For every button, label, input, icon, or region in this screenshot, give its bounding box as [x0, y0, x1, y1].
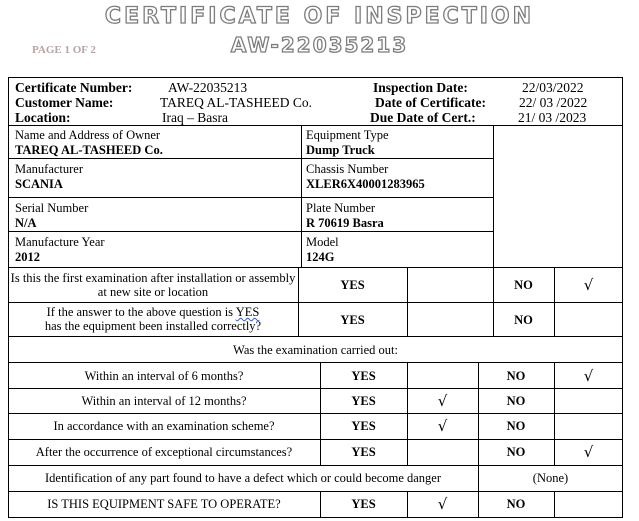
serial-label: Serial Number: [15, 201, 89, 215]
question-installed-correctly: [10, 305, 296, 333]
no-label: NO: [506, 445, 526, 459]
no-label: NO: [506, 497, 526, 511]
no-label: NO: [514, 278, 533, 292]
rule: [8, 302, 623, 303]
rule: [8, 465, 623, 466]
inspection-date-value: 22/03/2022: [522, 80, 584, 95]
checkmark-icon: √: [437, 495, 448, 513]
no-label: NO: [506, 419, 526, 433]
certificate-title: CERTIFICATE OF INSPECTION: [104, 4, 535, 29]
location-value: Iraq – Basra: [162, 110, 228, 125]
model-value: 124G: [306, 250, 335, 264]
rule: [493, 125, 494, 267]
rule: [8, 267, 623, 268]
cert-date-value: 22/ 03 /2022: [519, 95, 588, 110]
yes-label: YES: [340, 278, 365, 292]
question-exceptional-circumstances: After the occurrence of exceptional circumstances?: [35, 445, 293, 459]
certificate-number-title: AW-22035213: [230, 33, 409, 57]
no-label: NO: [514, 313, 533, 327]
no-label: NO: [506, 394, 526, 408]
question-emphasis: YES: [235, 305, 260, 319]
rule: [301, 125, 302, 267]
question-first-examination: Is this the first examination after installation or assembly at new site or location: [10, 271, 296, 299]
equipment-type-value: Dump Truck: [306, 143, 375, 157]
question-6-months: Within an interval of 6 months?: [84, 369, 244, 383]
checkmark-icon: √: [583, 276, 594, 294]
defect-answer: (None): [532, 471, 569, 485]
rule: [8, 439, 623, 440]
yes-label: YES: [351, 497, 376, 511]
rule: [8, 197, 493, 198]
manufacturer-value: SCANIA: [15, 177, 63, 191]
question-defect-identification: Identification of any part found to have a defect which or could become danger: [44, 471, 442, 485]
yes-label: YES: [340, 313, 365, 327]
checkmark-icon: √: [437, 392, 448, 410]
rule: [8, 413, 623, 414]
chassis-value: XLER6X40001283965: [306, 177, 425, 191]
yes-label: YES: [351, 369, 376, 383]
no-label: NO: [506, 369, 526, 383]
plate-value: R 70619 Basra: [306, 216, 384, 230]
question-text: If the answer to the above question is: [46, 305, 236, 319]
customer-label: Customer Name:: [15, 95, 114, 110]
manufacturer-label: Manufacturer: [15, 162, 84, 176]
location-label: Location:: [15, 110, 71, 125]
cert-number-label: Certificate Number:: [15, 80, 133, 95]
question-examination-scheme: In accordance with an examination scheme?: [53, 419, 275, 433]
due-date-label: Due Date of Cert.:: [370, 110, 476, 125]
customer-value: TAREQ AL-TASHEED Co.: [160, 95, 312, 110]
model-label: Model: [306, 235, 339, 249]
inspection-date-label: Inspection Date:: [373, 80, 468, 95]
question-text: has the equipment been installed correctly?: [44, 319, 262, 333]
plate-label: Plate Number: [306, 201, 376, 215]
rule: [554, 491, 555, 518]
question-safe-to-operate: IS THIS EQUIPMENT SAFE TO OPERATE?: [47, 497, 281, 511]
rule: [8, 125, 623, 126]
yes-label: YES: [351, 445, 376, 459]
due-date-value: 21/ 03 /2023: [518, 110, 587, 125]
rule: [8, 388, 623, 389]
owner-value: TAREQ AL-TASHEED Co.: [15, 143, 163, 157]
rule: [8, 158, 493, 159]
checkmark-icon: √: [583, 367, 594, 385]
year-label: Manufacture Year: [15, 235, 105, 249]
rule: [8, 362, 623, 363]
checkmark-icon: √: [437, 417, 448, 435]
rule: [8, 336, 623, 337]
owner-label: Name and Address of Owner: [15, 128, 161, 142]
year-value: 2012: [15, 250, 40, 264]
yes-label: YES: [351, 394, 376, 408]
rule: [8, 491, 623, 492]
chassis-label: Chassis Number: [306, 162, 389, 176]
question-12-months: Within an interval of 12 months?: [81, 394, 247, 408]
cert-date-label: Date of Certificate:: [375, 95, 486, 110]
yes-label: YES: [351, 419, 376, 433]
equipment-type-label: Equipment Type: [306, 128, 389, 142]
cert-number-value: AW-22035213: [168, 80, 248, 95]
section-heading: Was the examination carried out:: [233, 343, 398, 357]
checkmark-icon: √: [583, 443, 594, 461]
rule: [8, 231, 493, 232]
page-indicator: PAGE 1 OF 2: [32, 44, 96, 56]
serial-value: N/A: [15, 216, 37, 230]
